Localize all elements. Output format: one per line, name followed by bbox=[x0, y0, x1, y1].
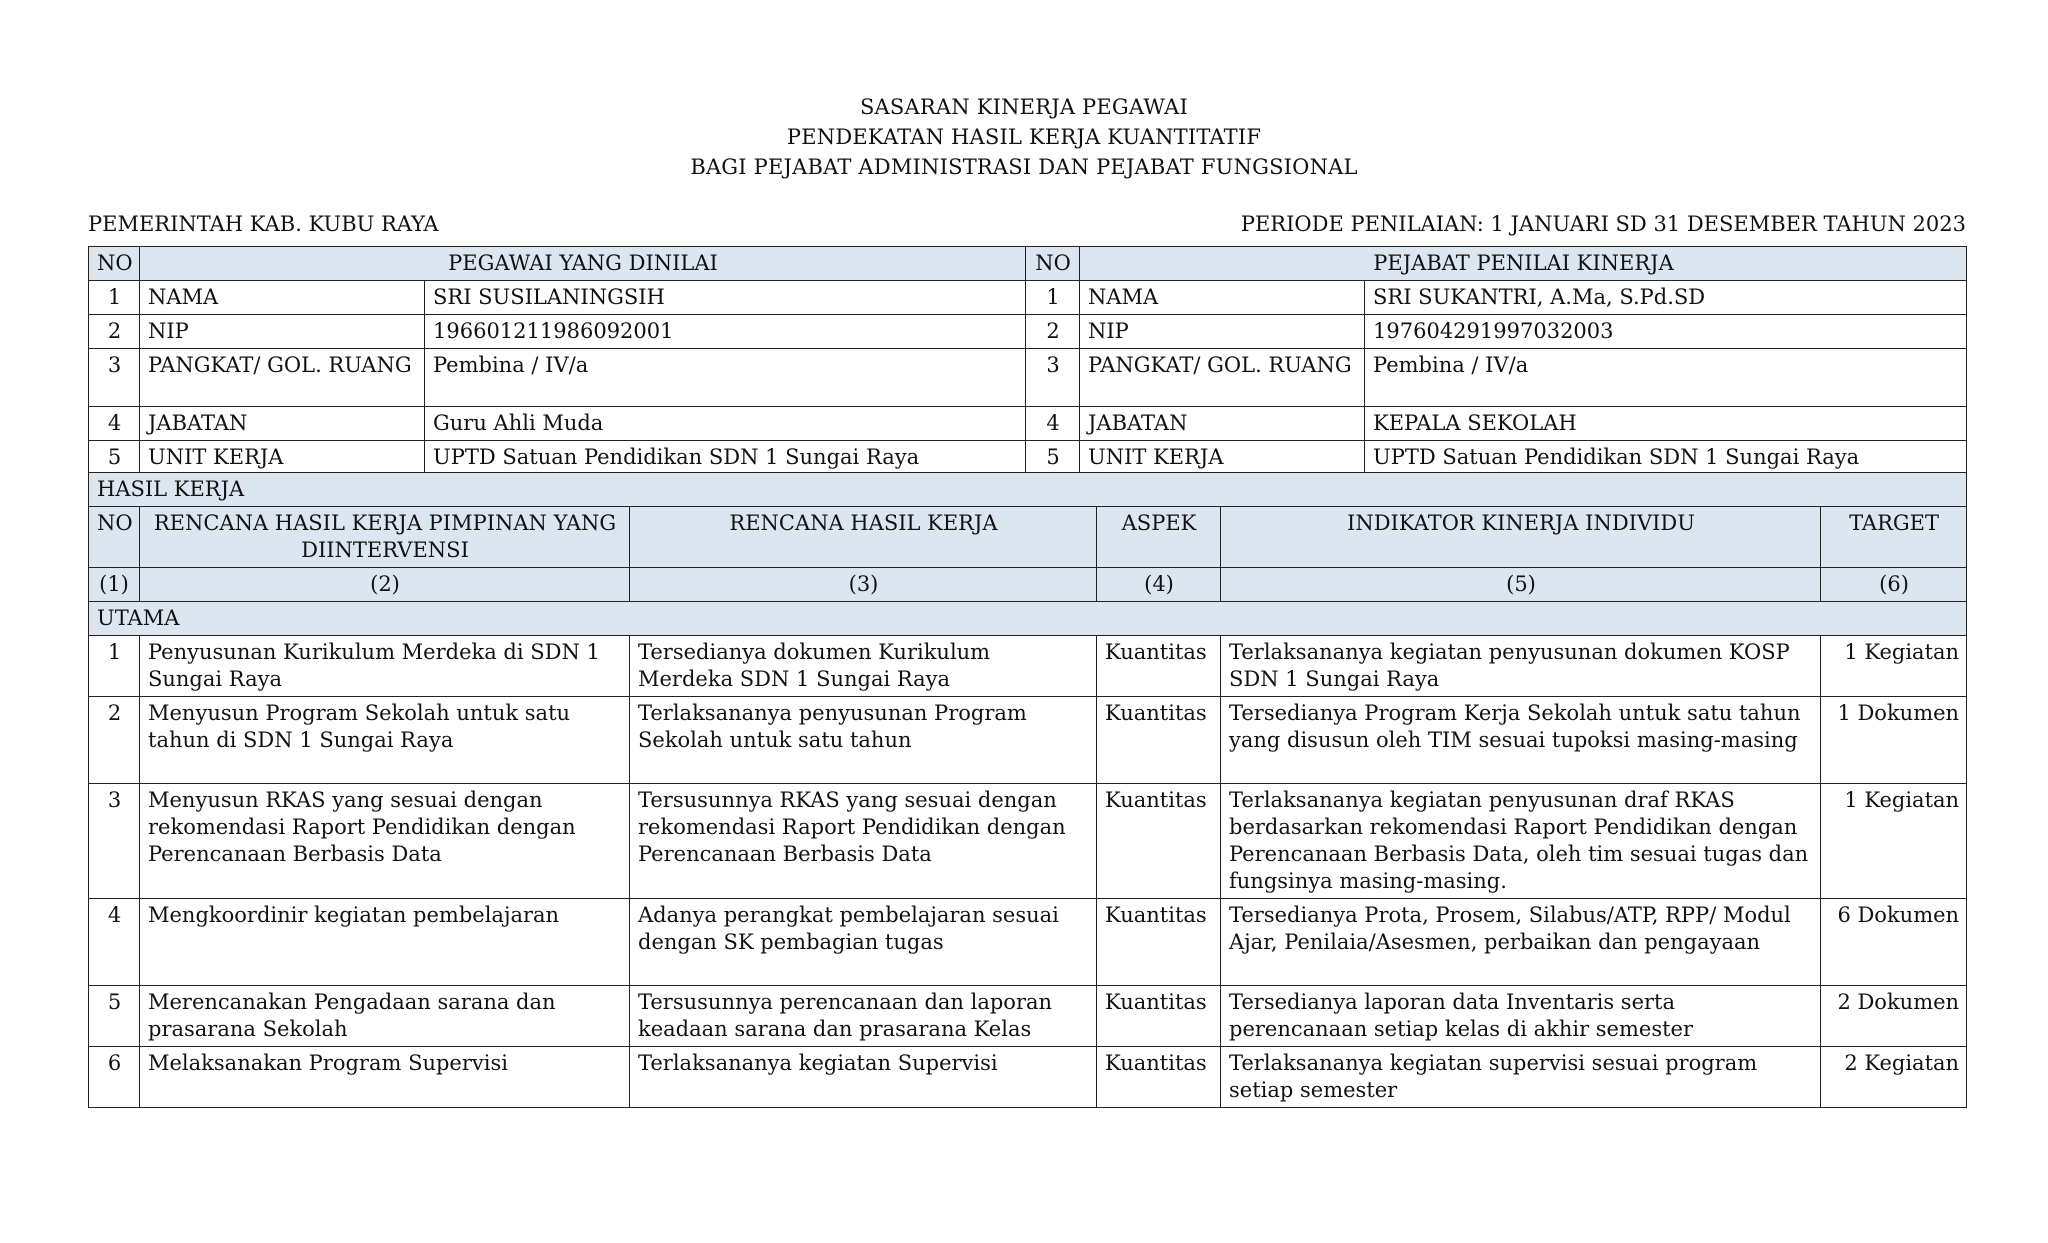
group-row bbox=[89, 602, 1967, 636]
indikator-cell: Terlaksananya kegiatan penyusunan draf RKAS berdasarkan rekomendasi Raport Pendidikan dengan Perencanaan Berbasis Data, oleh tim sesuai tugas dan fungsinya masing-masing. bbox=[1221, 784, 1821, 899]
table-row bbox=[89, 784, 1967, 899]
row-label: PANGKAT/ GOL. RUANG bbox=[1080, 349, 1365, 407]
pegawai-value: 196601211986092001 bbox=[425, 315, 1026, 349]
rencana-cell: Adanya perangkat pembelajaran sesuai dengan SK pembagian tugas bbox=[630, 899, 1097, 986]
penilai-header: PEJABAT PENILAI KINERJA bbox=[1080, 247, 1967, 281]
pegawai-value: UPTD Satuan Pendidikan SDN 1 Sungai Raya bbox=[425, 441, 1026, 475]
aspek-cell: Kuantitas bbox=[1097, 986, 1221, 1047]
row-no: 5 bbox=[89, 441, 140, 475]
indikator-cell: Terlaksananya kegiatan supervisi sesuai program setiap semester bbox=[1221, 1047, 1821, 1108]
target-cell: 1 Kegiatan bbox=[1821, 784, 1967, 899]
document-title: SASARAN KINERJA PEGAWAI bbox=[859, 95, 1189, 119]
pegawai-value: Guru Ahli Muda bbox=[425, 407, 1026, 441]
col-header: RENCANA HASIL KERJA bbox=[630, 507, 1097, 568]
table-row bbox=[89, 636, 1967, 697]
document-subtitle-2: BAGI PEJABAT ADMINISTRASI DAN PEJABAT FUNGSIONAL bbox=[690, 155, 1358, 179]
table-row bbox=[89, 986, 1967, 1047]
table-row bbox=[89, 697, 1967, 784]
pegawai-value: SRI SUSILANINGSIH bbox=[425, 281, 1026, 315]
row-no: 4 bbox=[1026, 407, 1080, 441]
rencana-cell: Tersedianya dokumen Kurikulum Merdeka SDN 1 Sungai Raya bbox=[630, 636, 1097, 697]
col-header: RENCANA HASIL KERJA PIMPINAN YANG DIINTERVENSI bbox=[140, 507, 630, 568]
row-label: NIP bbox=[140, 315, 425, 349]
target-cell: 2 Dokumen bbox=[1821, 986, 1967, 1047]
aspek-cell: Kuantitas bbox=[1097, 697, 1221, 784]
col-number: (5) bbox=[1221, 568, 1821, 602]
identity-row bbox=[89, 441, 1967, 475]
identity-row bbox=[89, 407, 1967, 441]
row-no: 4 bbox=[89, 899, 140, 986]
penilai-value: UPTD Satuan Pendidikan SDN 1 Sungai Raya bbox=[1365, 441, 1967, 475]
row-no: 1 bbox=[1026, 281, 1080, 315]
row-label: JABATAN bbox=[140, 407, 425, 441]
pegawai-header: PEGAWAI YANG DINILAI bbox=[140, 247, 1026, 281]
col-number: (2) bbox=[140, 568, 630, 602]
row-label: NIP bbox=[1080, 315, 1365, 349]
penilai-value: 197604291997032003 bbox=[1365, 315, 1967, 349]
indikator-cell: Tersedianya Program Kerja Sekolah untuk satu tahun yang disusun oleh TIM sesuai tupoksi masing-masing bbox=[1221, 697, 1821, 784]
row-label: JABATAN bbox=[1080, 407, 1365, 441]
row-no: 2 bbox=[89, 315, 140, 349]
document-subtitle: PENDEKATAN HASIL KERJA KUANTITATIF bbox=[786, 125, 1262, 149]
col-no-header: NO bbox=[1026, 247, 1080, 281]
identity-table bbox=[88, 246, 1967, 475]
target-cell: 6 Dokumen bbox=[1821, 899, 1967, 986]
row-no: 2 bbox=[1026, 315, 1080, 349]
identity-header-row bbox=[89, 247, 1967, 281]
identity-row bbox=[89, 349, 1967, 407]
row-label: UNIT KERJA bbox=[140, 441, 425, 475]
identity-row bbox=[89, 281, 1967, 315]
row-label: NAMA bbox=[1080, 281, 1365, 315]
column-number-row bbox=[89, 568, 1967, 602]
identity-row bbox=[89, 315, 1967, 349]
row-no: 3 bbox=[89, 349, 140, 407]
col-number: (4) bbox=[1097, 568, 1221, 602]
row-no: 1 bbox=[89, 636, 140, 697]
row-no: 2 bbox=[89, 697, 140, 784]
column-header-row bbox=[89, 507, 1967, 568]
row-label: NAMA bbox=[140, 281, 425, 315]
pimpinan-cell: Penyusunan Kurikulum Merdeka di SDN 1 Sungai Raya bbox=[140, 636, 630, 697]
row-no: 5 bbox=[1026, 441, 1080, 475]
aspek-cell: Kuantitas bbox=[1097, 899, 1221, 986]
indikator-cell: Terlaksananya kegiatan penyusunan dokumen KOSP SDN 1 Sungai Raya bbox=[1221, 636, 1821, 697]
indikator-cell: Tersedianya Prota, Prosem, Silabus/ATP, RPP/ Modul Ajar, Penilaia/Asesmen, perbaikan dan pengayaan bbox=[1221, 899, 1821, 986]
row-no: 3 bbox=[1026, 349, 1080, 407]
document-meta bbox=[88, 209, 1966, 239]
row-no: 1 bbox=[89, 281, 140, 315]
periode-label: PERIODE PENILAIAN: 1 JANUARI SD 31 DESEMBER TAHUN 2023 bbox=[1240, 212, 1966, 236]
aspek-cell: Kuantitas bbox=[1097, 784, 1221, 899]
rencana-cell: Terlaksananya kegiatan Supervisi bbox=[630, 1047, 1097, 1108]
target-cell: 2 Kegiatan bbox=[1821, 1047, 1967, 1108]
section-row bbox=[89, 473, 1967, 507]
row-label: UNIT KERJA bbox=[1080, 441, 1365, 475]
row-no: 6 bbox=[89, 1047, 140, 1108]
rencana-cell: Terlaksananya penyusunan Program Sekolah untuk satu tahun bbox=[630, 697, 1097, 784]
col-header: ASPEK bbox=[1097, 507, 1221, 568]
penilai-value: SRI SUKANTRI, A.Ma, S.Pd.SD bbox=[1365, 281, 1967, 315]
target-cell: 1 Kegiatan bbox=[1821, 636, 1967, 697]
pimpinan-cell: Mengkoordinir kegiatan pembelajaran bbox=[140, 899, 630, 986]
pimpinan-cell: Menyusun RKAS yang sesuai dengan rekomendasi Raport Pendidikan dengan Perencanaan Berbasis Data bbox=[140, 784, 630, 899]
col-header: INDIKATOR KINERJA INDIVIDU bbox=[1221, 507, 1821, 568]
aspek-cell: Kuantitas bbox=[1097, 636, 1221, 697]
col-no-header: NO bbox=[89, 247, 140, 281]
document-title-block bbox=[0, 92, 2048, 182]
col-number: (6) bbox=[1821, 568, 1967, 602]
pimpinan-cell: Melaksanakan Program Supervisi bbox=[140, 1047, 630, 1108]
row-no: 5 bbox=[89, 986, 140, 1047]
pimpinan-cell: Menyusun Program Sekolah untuk satu tahun di SDN 1 Sungai Raya bbox=[140, 697, 630, 784]
col-number: (3) bbox=[630, 568, 1097, 602]
section-label: HASIL KERJA bbox=[89, 473, 1967, 507]
pimpinan-cell: Merencanakan Pengadaan sarana dan prasarana Sekolah bbox=[140, 986, 630, 1047]
row-no: 3 bbox=[89, 784, 140, 899]
col-number: (1) bbox=[89, 568, 140, 602]
table-row bbox=[89, 1047, 1967, 1108]
penilai-value: Pembina / IV/a bbox=[1365, 349, 1967, 407]
col-header: NO bbox=[89, 507, 140, 568]
row-no: 4 bbox=[89, 407, 140, 441]
table-row bbox=[89, 899, 1967, 986]
group-label: UTAMA bbox=[89, 602, 1967, 636]
rencana-cell: Tersusunnya RKAS yang sesuai dengan rekomendasi Raport Pendidikan dengan Perencanaan Berbasis Data bbox=[630, 784, 1097, 899]
instansi-label: PEMERINTAH KAB. KUBU RAYA bbox=[88, 212, 439, 236]
rencana-cell: Tersusunnya perencanaan dan laporan keadaan sarana dan prasarana Kelas bbox=[630, 986, 1097, 1047]
pegawai-value: Pembina / IV/a bbox=[425, 349, 1026, 407]
target-cell: 1 Dokumen bbox=[1821, 697, 1967, 784]
row-label: PANGKAT/ GOL. RUANG bbox=[140, 349, 425, 407]
hasil-kerja-table bbox=[88, 472, 1967, 1108]
aspek-cell: Kuantitas bbox=[1097, 1047, 1221, 1108]
indikator-cell: Tersedianya laporan data Inventaris serta perencanaan setiap kelas di akhir semester bbox=[1221, 986, 1821, 1047]
col-header: TARGET bbox=[1821, 507, 1967, 568]
penilai-value: KEPALA SEKOLAH bbox=[1365, 407, 1967, 441]
